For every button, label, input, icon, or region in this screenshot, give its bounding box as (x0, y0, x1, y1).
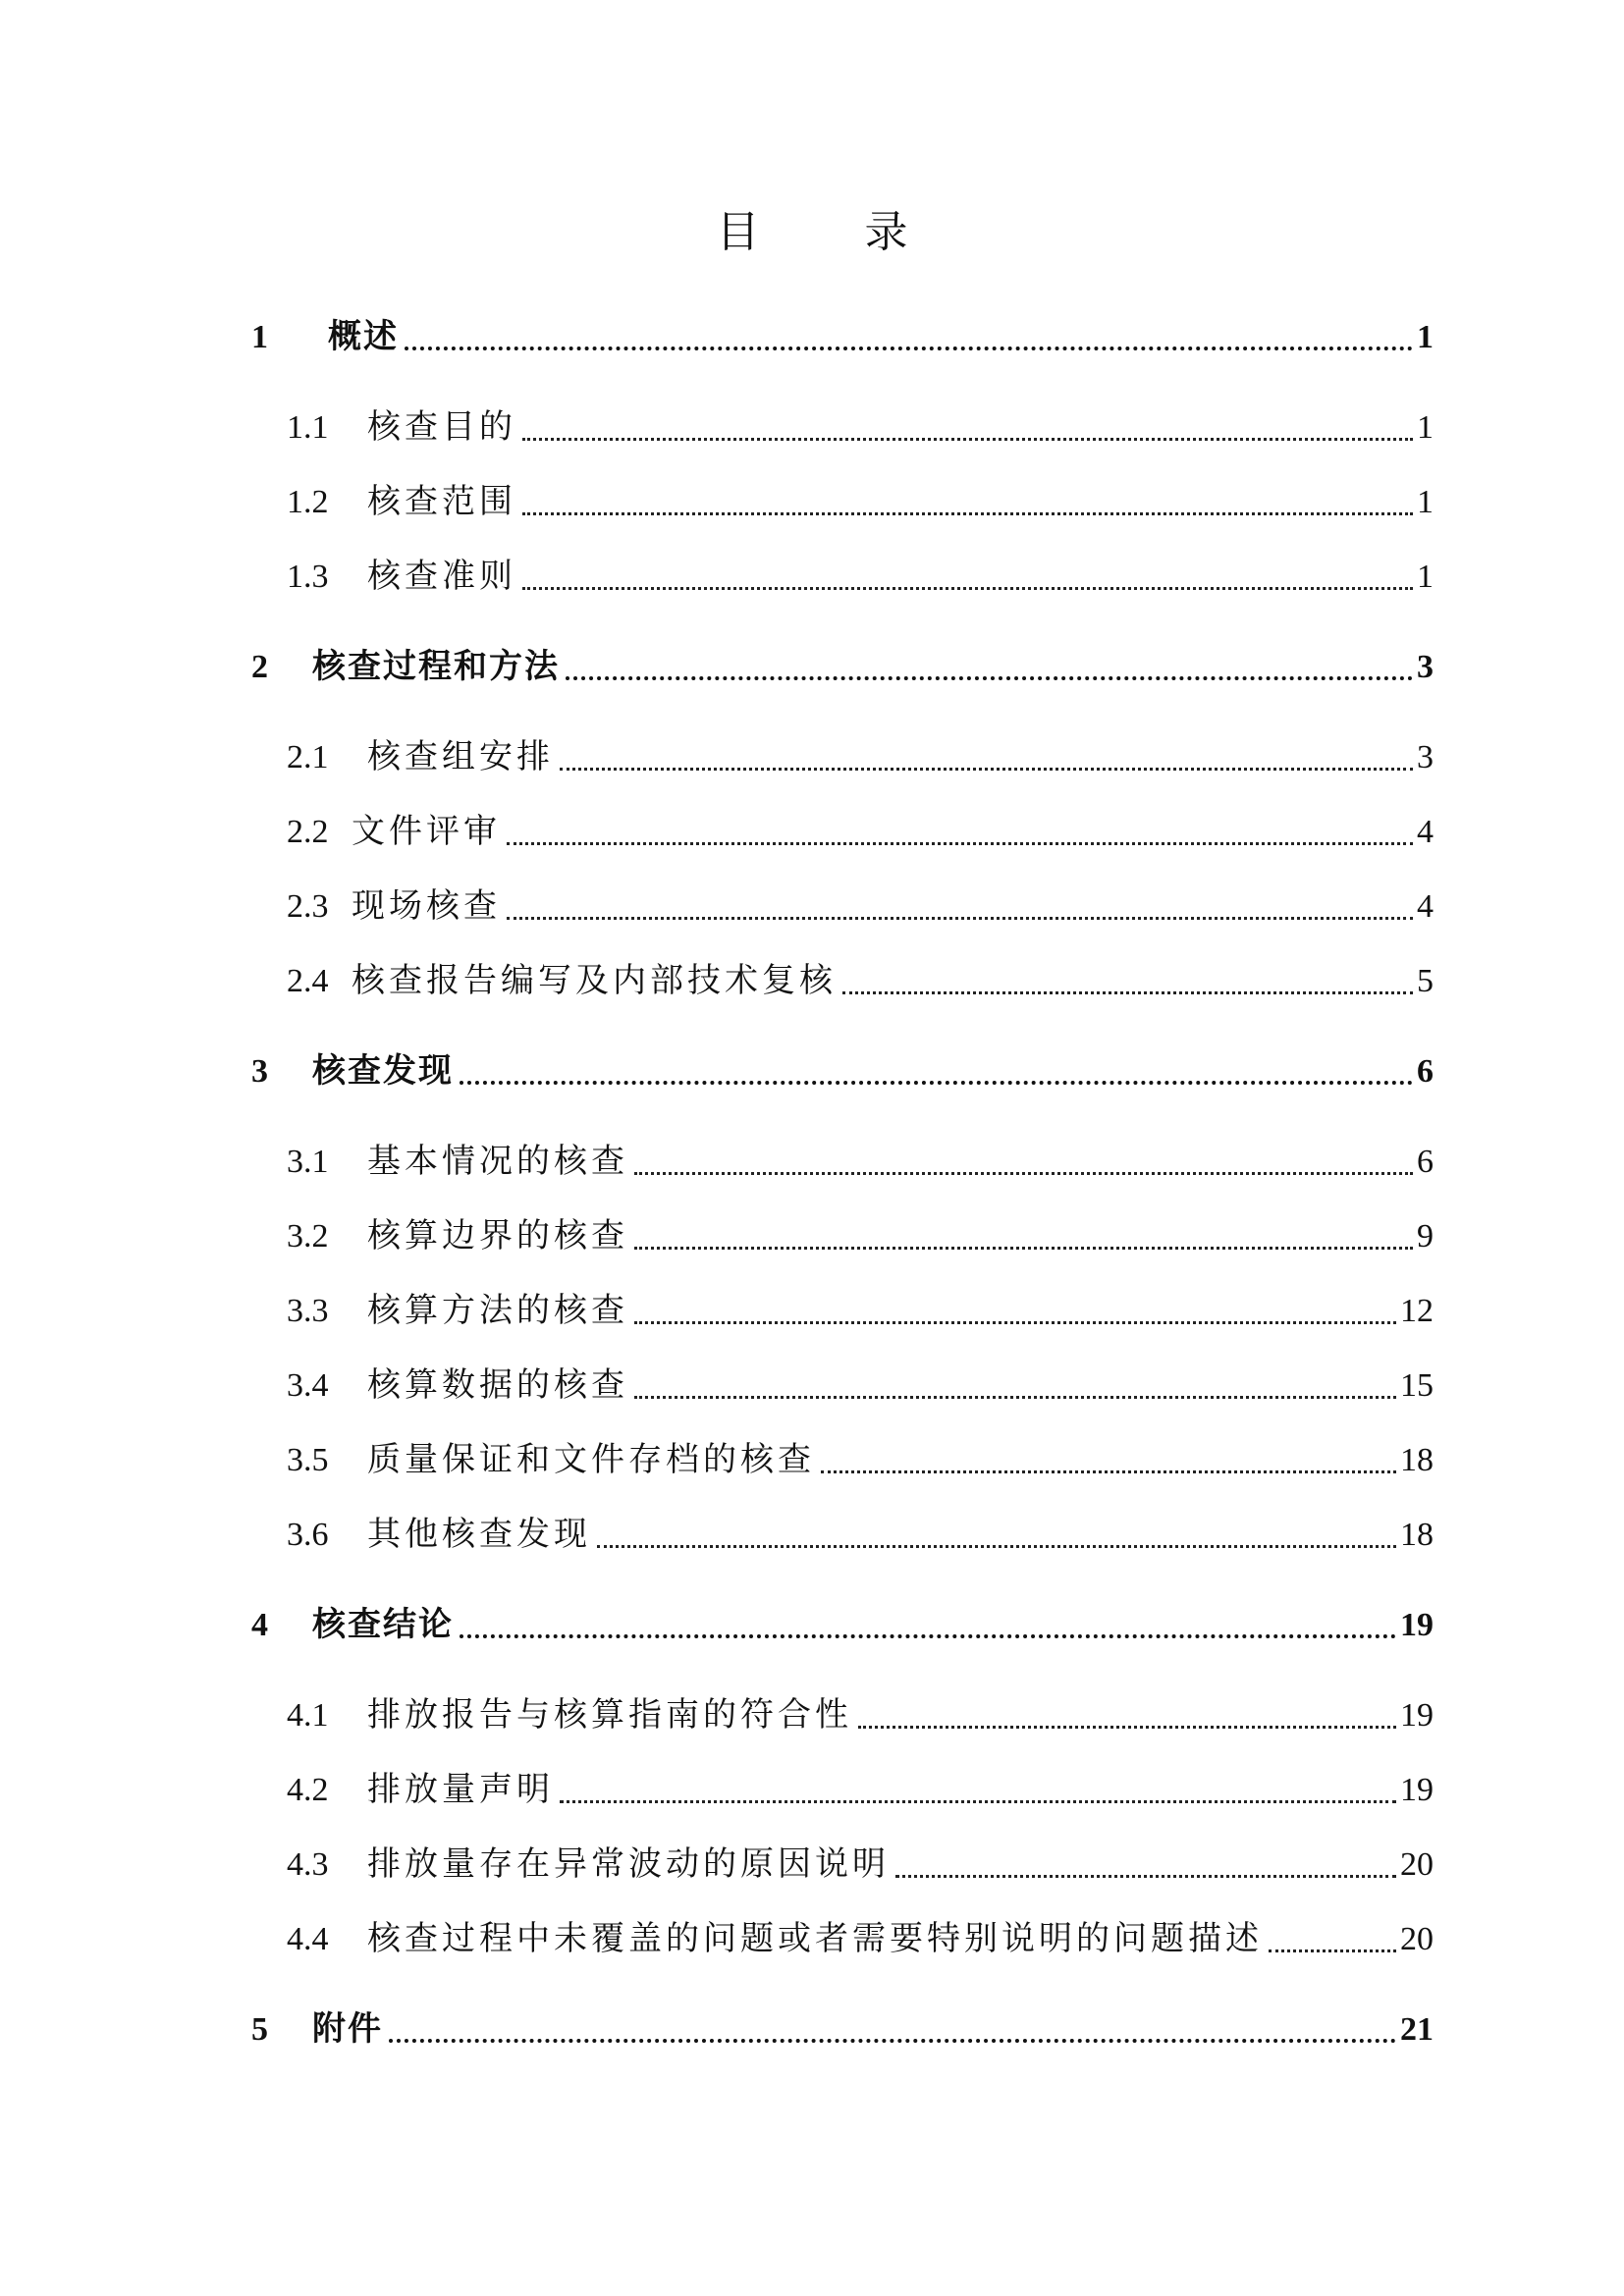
toc-entry-label: 文件评审 (352, 814, 501, 850)
toc-entry-label: 核查过程中未覆盖的问题或者需要特别说明的问题描述 (367, 1921, 1263, 1957)
toc-entry-page: 3 (1417, 649, 1434, 685)
toc-entry-page: 15 (1400, 1367, 1434, 1404)
toc-entry-label: 排放报告与核算指南的符合性 (367, 1697, 852, 1734)
toc-entry-2-3[interactable] (287, 885, 1434, 929)
toc-entry-label: 核查发现 (312, 1053, 454, 1090)
toc-entry-number: 4.4 (287, 1921, 329, 1957)
toc-entry-3-2[interactable] (287, 1215, 1434, 1258)
toc-dot-leader (560, 767, 1413, 771)
toc-dot-leader (634, 1320, 1396, 1324)
toc-entry-number: 1.1 (287, 409, 329, 446)
toc-entry-label: 核查过程和方法 (312, 649, 560, 685)
toc-entry-page: 18 (1400, 1517, 1434, 1553)
toc-entry-2-1[interactable] (287, 736, 1434, 779)
toc-entry-label: 核查范围 (367, 484, 516, 520)
toc-entry-label: 概述 (328, 319, 399, 355)
toc-dot-leader (507, 841, 1413, 845)
toc-entry-page: 4 (1417, 814, 1434, 850)
toc-entry-page: 1 (1417, 319, 1434, 355)
toc-entry-number: 2.3 (287, 888, 329, 925)
toc-entry-3-5[interactable] (287, 1439, 1434, 1482)
toc-entry-3-3[interactable] (287, 1290, 1434, 1333)
toc-entry-page: 1 (1417, 484, 1434, 520)
toc-dot-leader (522, 586, 1413, 590)
toc-dot-leader (560, 1799, 1396, 1803)
toc-dot-leader (389, 2038, 1396, 2043)
toc-entry-3-6[interactable] (287, 1514, 1434, 1557)
toc-dot-leader (566, 675, 1413, 680)
toc-dot-leader (895, 1874, 1396, 1878)
toc-entry-5[interactable] (251, 2008, 1434, 2052)
toc-entry-page: 18 (1400, 1442, 1434, 1478)
toc-entry-2-2[interactable] (287, 811, 1434, 854)
toc-entry-1-2[interactable] (287, 481, 1434, 524)
toc-entry-4-2[interactable] (287, 1769, 1434, 1812)
toc-entry-number: 4 (251, 1607, 268, 1643)
toc-entry-label: 核查结论 (312, 1607, 454, 1643)
toc-entry-page: 21 (1400, 2011, 1434, 2048)
toc-entry-page: 4 (1417, 888, 1434, 925)
toc-entry-page: 1 (1417, 559, 1434, 595)
toc-entry-number: 1.3 (287, 559, 329, 595)
toc-entry-1-1[interactable] (287, 406, 1434, 450)
toc-entry-number: 3.6 (287, 1517, 329, 1553)
toc-dot-leader (507, 916, 1413, 920)
toc-entry-3-4[interactable] (287, 1364, 1434, 1408)
toc-entry-label: 其他核查发现 (367, 1517, 591, 1553)
toc-dot-leader (821, 1469, 1396, 1473)
toc-entry-label: 核算数据的核查 (367, 1367, 628, 1404)
toc-entry-page: 20 (1400, 1921, 1434, 1957)
toc-entry-label: 核查目的 (367, 409, 516, 446)
toc-entry-page: 20 (1400, 1846, 1434, 1883)
toc-entry-number: 4.1 (287, 1697, 329, 1734)
toc-entry-page: 3 (1417, 739, 1434, 775)
toc-entry-4-1[interactable] (287, 1694, 1434, 1737)
toc-entry-label: 现场核查 (352, 888, 501, 925)
toc-entry-number: 2.4 (287, 963, 329, 999)
toc-entry-4[interactable] (251, 1604, 1434, 1647)
toc-entry-number: 2 (251, 649, 268, 685)
toc-entry-number: 1 (251, 319, 268, 355)
toc-entry-2-4[interactable] (287, 960, 1434, 1003)
toc-entry-label: 核查准则 (367, 559, 516, 595)
toc-entry-number: 3.3 (287, 1293, 329, 1329)
toc-dot-leader (460, 1633, 1396, 1638)
toc-entry-number: 3.1 (287, 1144, 329, 1180)
toc-entry-label: 附件 (312, 2011, 383, 2048)
toc-entry-2[interactable] (251, 646, 1434, 689)
toc-entry-label: 核算方法的核查 (367, 1293, 628, 1329)
toc-entry-page: 19 (1400, 1607, 1434, 1643)
toc-entry-label: 排放量存在异常波动的原因说明 (367, 1846, 890, 1883)
toc-entry-label: 核算边界的核查 (367, 1218, 628, 1255)
toc-entry-label: 质量保证和文件存档的核查 (367, 1442, 815, 1478)
toc-entry-1[interactable] (251, 316, 1434, 359)
toc-dot-leader (460, 1080, 1413, 1085)
toc-entry-label: 排放量声明 (367, 1772, 554, 1808)
toc-entry-page: 6 (1417, 1144, 1434, 1180)
toc-entry-label: 核查组安排 (367, 739, 554, 775)
toc-entry-label: 核查报告编写及内部技术复核 (352, 963, 837, 999)
toc-dot-leader (842, 990, 1413, 994)
toc-entry-page: 19 (1400, 1772, 1434, 1808)
toc-entry-number: 5 (251, 2011, 268, 2048)
toc-dot-leader (405, 346, 1413, 350)
toc-entry-page: 19 (1400, 1697, 1434, 1734)
toc-entry-page: 1 (1417, 409, 1434, 446)
toc-entry-page: 6 (1417, 1053, 1434, 1090)
toc-entry-number: 3 (251, 1053, 268, 1090)
toc-dot-leader (522, 437, 1413, 441)
toc-entry-4-4[interactable] (287, 1918, 1434, 1961)
toc-entry-number: 3.2 (287, 1218, 329, 1255)
toc-entry-number: 4.2 (287, 1772, 329, 1808)
toc-entry-page: 9 (1417, 1218, 1434, 1255)
toc-entry-4-3[interactable] (287, 1843, 1434, 1887)
toc-entry-page: 5 (1417, 963, 1434, 999)
toc-dot-leader (634, 1171, 1413, 1175)
toc-entry-number: 2.1 (287, 739, 329, 775)
toc-entry-number: 1.2 (287, 484, 329, 520)
toc-dot-leader (597, 1544, 1396, 1548)
toc-entry-3[interactable] (251, 1050, 1434, 1094)
toc-entry-1-3[interactable] (287, 556, 1434, 599)
toc-dot-leader (522, 511, 1413, 515)
toc-entry-number: 3.4 (287, 1367, 329, 1404)
toc-dot-leader (634, 1395, 1396, 1399)
toc-entry-number: 2.2 (287, 814, 329, 850)
toc-entry-page: 12 (1400, 1293, 1434, 1329)
toc-entry-3-1[interactable] (287, 1141, 1434, 1184)
toc-entry-label: 基本情况的核查 (367, 1144, 628, 1180)
toc-dot-leader (634, 1246, 1413, 1250)
toc-dot-leader (858, 1725, 1396, 1729)
toc-entry-number: 3.5 (287, 1442, 329, 1478)
toc-title: 目 录 (716, 208, 955, 256)
toc-entry-number: 4.3 (287, 1846, 329, 1883)
toc-dot-leader (1269, 1949, 1396, 1952)
